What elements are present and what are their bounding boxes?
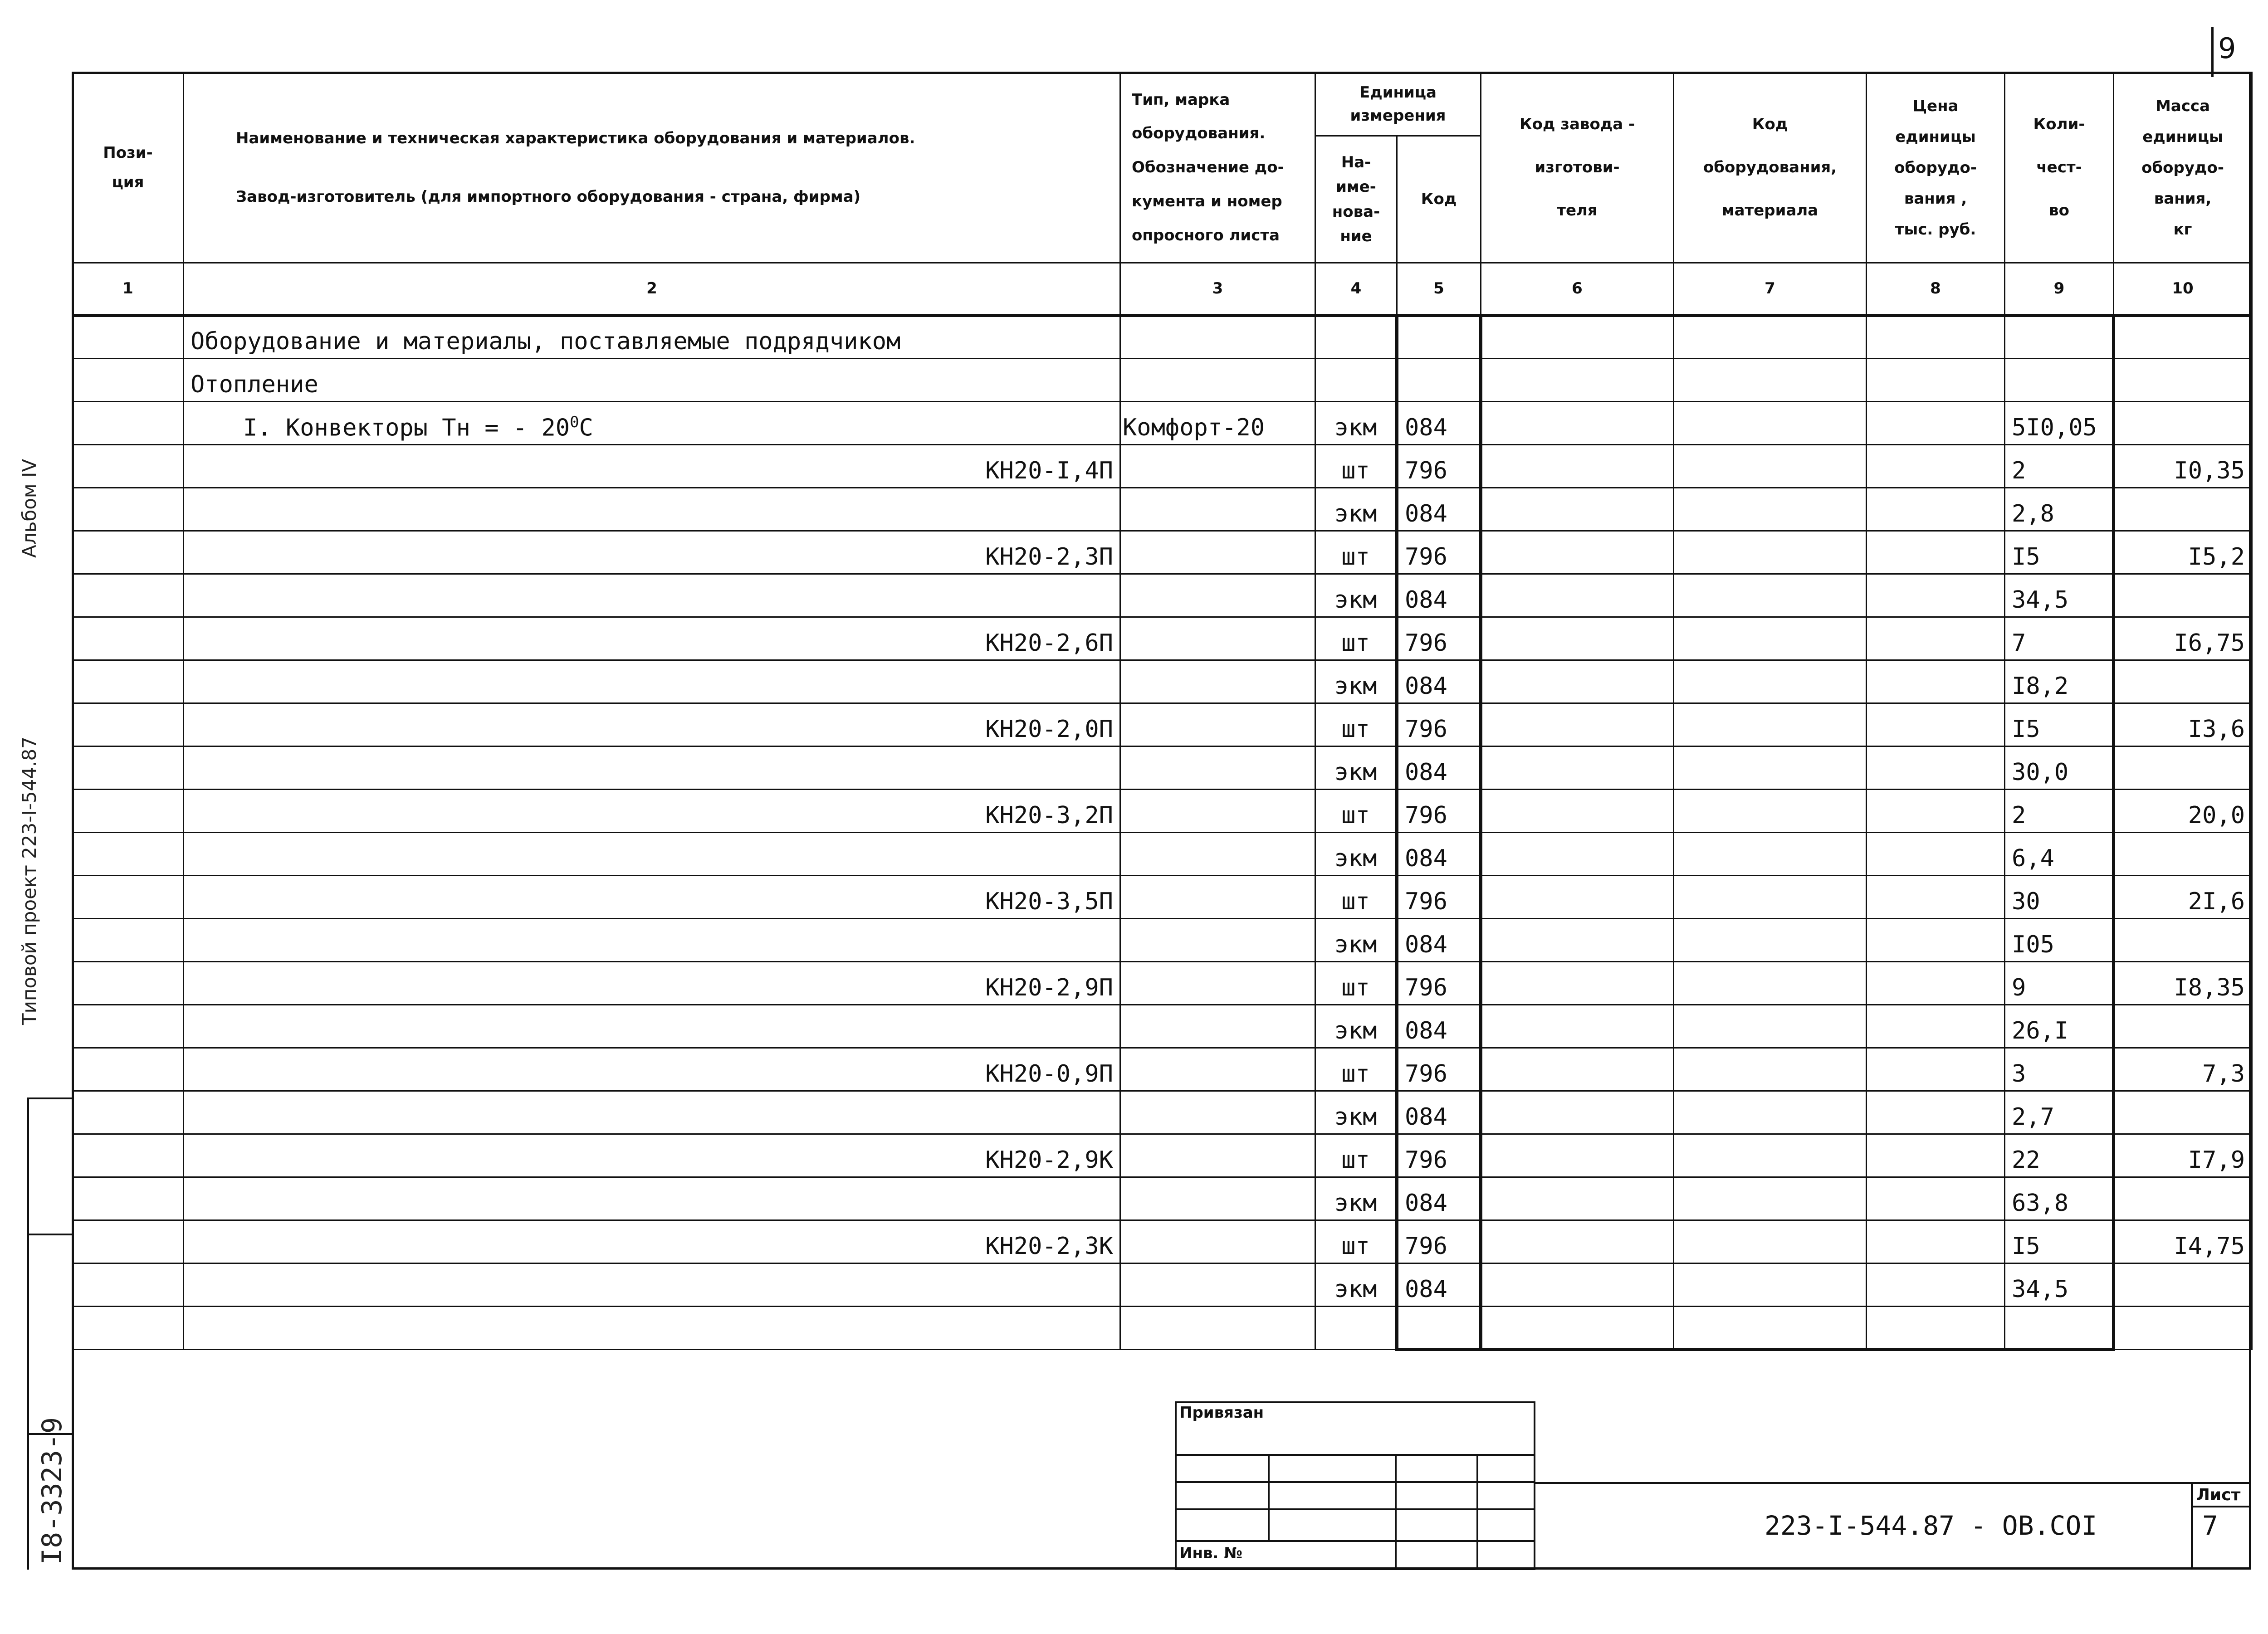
cell-quantity: 22 xyxy=(2005,1134,2114,1177)
cell-unit-code: 796 xyxy=(1397,1134,1481,1177)
table-row xyxy=(73,1048,2252,1091)
cell-equipment-code xyxy=(1674,531,1867,574)
item-quantity: 5I0,05 xyxy=(2005,402,2114,445)
cell-quantity: 63,8 xyxy=(2005,1177,2114,1220)
item-unit-code: 084 xyxy=(1397,402,1481,445)
cell-price xyxy=(1867,531,2005,574)
header-type: Тип, марка оборудования. Обозначение до- кумента и номер опросного листа xyxy=(1120,73,1315,263)
cell-unit: экм xyxy=(1315,1263,1397,1307)
table-row xyxy=(73,919,2252,962)
cell-position xyxy=(73,531,184,574)
cell-quantity: I5 xyxy=(2005,531,2114,574)
cell-position xyxy=(73,1263,184,1307)
cell-price xyxy=(1867,445,2005,488)
cell-position xyxy=(73,703,184,746)
cell-type xyxy=(1120,1263,1315,1307)
cell-unit-code: 084 xyxy=(1397,1091,1481,1134)
cell-unit: шт xyxy=(1315,1220,1397,1263)
cell-quantity: 34,5 xyxy=(2005,574,2114,617)
cell-quantity: I5 xyxy=(2005,1220,2114,1263)
cell-manufacturer-code xyxy=(1481,962,1674,1005)
cell-mass xyxy=(2114,1091,2252,1134)
cell-equipment-code xyxy=(1674,790,1867,833)
cell-unit-code: 084 xyxy=(1397,488,1481,531)
cell-name: КН20-2,3П xyxy=(184,531,1120,574)
cell-unit: экм xyxy=(1315,660,1397,703)
header-equipment-code: Код оборудования, материала xyxy=(1674,73,1867,263)
header-unit-code: Код xyxy=(1397,136,1481,263)
table-row xyxy=(73,746,2252,790)
cell-position xyxy=(73,1220,184,1263)
cell-mass: I0,35 xyxy=(2114,445,2252,488)
table-row xyxy=(73,488,2252,531)
cell-manufacturer-code xyxy=(1481,531,1674,574)
cell-type xyxy=(1120,617,1315,660)
cell-mass: 20,0 xyxy=(2114,790,2252,833)
header-position: Пози- ция xyxy=(73,73,184,263)
cell-unit: шт xyxy=(1315,531,1397,574)
cell-price xyxy=(1867,790,2005,833)
cell-manufacturer-code xyxy=(1481,876,1674,919)
item-type: Комфорт-20 xyxy=(1120,402,1315,445)
table-row xyxy=(73,1220,2252,1263)
cell-quantity: 34,5 xyxy=(2005,1263,2114,1307)
cell-unit: шт xyxy=(1315,617,1397,660)
table-row xyxy=(73,790,2252,833)
cell-quantity: 30 xyxy=(2005,876,2114,919)
cell-quantity: 30,0 xyxy=(2005,746,2114,790)
item-name: I. Конвекторы Тн = - $20^0С$ xyxy=(184,402,1120,445)
section-title: Оборудование и материалы, поставляемые подрядчиком xyxy=(184,316,1120,359)
column-number-row xyxy=(73,263,2252,316)
cell-type xyxy=(1120,1091,1315,1134)
cell-mass: I4,75 xyxy=(2114,1220,2252,1263)
cell-unit: шт xyxy=(1315,703,1397,746)
header-name: Наименование и техническая характеристика оборудования и материалов. Завод-изготовитель (для импортного оборудования - страна, фирма) xyxy=(184,73,1120,263)
cell-equipment-code xyxy=(1674,1005,1867,1048)
cell-type xyxy=(1120,1220,1315,1263)
cell-price xyxy=(1867,1263,2005,1307)
cell-price xyxy=(1867,1177,2005,1220)
header-manufacturer-code: Код завода - изготови- теля xyxy=(1481,73,1674,263)
titleblock-sheet-label: Лист xyxy=(2196,1486,2241,1504)
cell-unit-code: 796 xyxy=(1397,962,1481,1005)
header-price: Цена единицы оборудо- вания , тыс. руб. xyxy=(1867,73,2005,263)
cell-type xyxy=(1120,962,1315,1005)
subsection-row xyxy=(73,359,2252,402)
cell-price xyxy=(1867,876,2005,919)
cell-price xyxy=(1867,1005,2005,1048)
cell-price xyxy=(1867,703,2005,746)
cell-manufacturer-code xyxy=(1481,1177,1674,1220)
cell-equipment-code xyxy=(1674,703,1867,746)
table-row xyxy=(73,531,2252,574)
cell-unit-code: 084 xyxy=(1397,833,1481,876)
cell-name: КН20-I,4П xyxy=(184,445,1120,488)
table-row xyxy=(73,1263,2252,1307)
cell-name xyxy=(184,746,1120,790)
cell-type xyxy=(1120,1134,1315,1177)
colnum-5: 5 xyxy=(1397,263,1481,316)
cell-equipment-code xyxy=(1674,1177,1867,1220)
cell-name xyxy=(184,574,1120,617)
cell-type xyxy=(1120,703,1315,746)
cell-type xyxy=(1120,660,1315,703)
cell-price xyxy=(1867,1220,2005,1263)
cell-quantity: 2,7 xyxy=(2005,1091,2114,1134)
table-row xyxy=(73,574,2252,617)
cell-equipment-code xyxy=(1674,1263,1867,1307)
cell-quantity: 6,4 xyxy=(2005,833,2114,876)
header-unit-group: Единица измерения xyxy=(1315,73,1481,136)
cell-manufacturer-code xyxy=(1481,1134,1674,1177)
cell-name: КН20-2,9П xyxy=(184,962,1120,1005)
cell-type xyxy=(1120,574,1315,617)
titleblock-inv-label: Инв. № xyxy=(1179,1544,1243,1562)
cell-equipment-code xyxy=(1674,1134,1867,1177)
cell-name xyxy=(184,1263,1120,1307)
colnum-7: 7 xyxy=(1674,263,1867,316)
colnum-6: 6 xyxy=(1481,263,1674,316)
table-row xyxy=(73,876,2252,919)
cell-position xyxy=(73,660,184,703)
table-row xyxy=(73,1177,2252,1220)
cell-manufacturer-code xyxy=(1481,833,1674,876)
cell-equipment-code xyxy=(1674,574,1867,617)
cell-mass: 2I,6 xyxy=(2114,876,2252,919)
cell-unit: экм xyxy=(1315,746,1397,790)
cell-mass: I8,35 xyxy=(2114,962,2252,1005)
cell-equipment-code xyxy=(1674,746,1867,790)
cell-name xyxy=(184,488,1120,531)
header-unit-name: На- име- нова- ние xyxy=(1315,136,1397,263)
cell-quantity: 7 xyxy=(2005,617,2114,660)
header-mass: Масса единицы оборудо- вания, кг xyxy=(2114,73,2252,263)
cell-equipment-code xyxy=(1674,617,1867,660)
cell-type xyxy=(1120,445,1315,488)
cell-unit: экм xyxy=(1315,833,1397,876)
colnum-10: 10 xyxy=(2114,263,2252,316)
cell-position xyxy=(73,1177,184,1220)
cell-name xyxy=(184,919,1120,962)
cell-equipment-code xyxy=(1674,876,1867,919)
side-inventory-number: I8-3323-9 xyxy=(36,1417,68,1565)
cell-position xyxy=(73,574,184,617)
cell-type xyxy=(1120,833,1315,876)
colnum-9: 9 xyxy=(2005,263,2114,316)
titleblock-document-code: 223-I-544.87 - ОВ.СОI xyxy=(1765,1510,2097,1541)
colnum-1: 1 xyxy=(73,263,184,316)
cell-name xyxy=(184,1091,1120,1134)
cell-manufacturer-code xyxy=(1481,574,1674,617)
cell-unit: экм xyxy=(1315,1005,1397,1048)
cell-price xyxy=(1867,746,2005,790)
colnum-4: 4 xyxy=(1315,263,1397,316)
cell-type xyxy=(1120,1005,1315,1048)
cell-quantity: 3 xyxy=(2005,1048,2114,1091)
cell-unit: экм xyxy=(1315,574,1397,617)
cell-manufacturer-code xyxy=(1481,445,1674,488)
cell-mass xyxy=(2114,660,2252,703)
cell-name xyxy=(184,1177,1120,1220)
cell-name: КН20-2,3К xyxy=(184,1220,1120,1263)
table-row xyxy=(73,445,2252,488)
cell-position xyxy=(73,1091,184,1134)
cell-mass xyxy=(2114,1005,2252,1048)
cell-price xyxy=(1867,919,2005,962)
colnum-8: 8 xyxy=(1867,263,2005,316)
cell-equipment-code xyxy=(1674,660,1867,703)
cell-position xyxy=(73,617,184,660)
cell-equipment-code xyxy=(1674,1048,1867,1091)
cell-position xyxy=(73,445,184,488)
cell-unit-code: 796 xyxy=(1397,1048,1481,1091)
cell-unit: шт xyxy=(1315,1048,1397,1091)
cell-position xyxy=(73,746,184,790)
corner-page-number: 9 xyxy=(2218,32,2236,65)
cell-type xyxy=(1120,876,1315,919)
item-unit: экм xyxy=(1315,402,1397,445)
cell-unit-code: 796 xyxy=(1397,876,1481,919)
cell-position xyxy=(73,962,184,1005)
cell-unit: экм xyxy=(1315,488,1397,531)
cell-type xyxy=(1120,919,1315,962)
cell-name xyxy=(184,1005,1120,1048)
cell-price xyxy=(1867,1134,2005,1177)
cell-name: КН20-2,0П xyxy=(184,703,1120,746)
side-project-label: Типовой проект 223-I-544.87 xyxy=(18,737,40,1025)
side-album-label: Альбом IV xyxy=(18,458,40,558)
specification-body xyxy=(73,316,2252,1350)
cell-equipment-code xyxy=(1674,919,1867,962)
cell-mass xyxy=(2114,574,2252,617)
table-row xyxy=(73,703,2252,746)
cell-quantity: 2,8 xyxy=(2005,488,2114,531)
cell-name: КН20-0,9П xyxy=(184,1048,1120,1091)
cell-unit: шт xyxy=(1315,790,1397,833)
cell-name: КН20-3,2П xyxy=(184,790,1120,833)
cell-mass xyxy=(2114,1177,2252,1220)
cell-unit-code: 796 xyxy=(1397,790,1481,833)
cell-manufacturer-code xyxy=(1481,1091,1674,1134)
cell-type xyxy=(1120,746,1315,790)
cell-position xyxy=(73,833,184,876)
cell-unit-code: 796 xyxy=(1397,531,1481,574)
table-row xyxy=(73,617,2252,660)
cell-manufacturer-code xyxy=(1481,1220,1674,1263)
cell-quantity: I5 xyxy=(2005,703,2114,746)
table-row xyxy=(73,1091,2252,1134)
cell-mass: 7,3 xyxy=(2114,1048,2252,1091)
titleblock-privyazan-label: Привязан xyxy=(1179,1404,1264,1422)
cell-type xyxy=(1120,488,1315,531)
cell-unit-code: 796 xyxy=(1397,1220,1481,1263)
cell-name xyxy=(184,833,1120,876)
cell-quantity: 2 xyxy=(2005,445,2114,488)
cell-position xyxy=(73,1048,184,1091)
cell-mass: I7,9 xyxy=(2114,1134,2252,1177)
cell-position xyxy=(73,1134,184,1177)
cell-manufacturer-code xyxy=(1481,919,1674,962)
table-row xyxy=(73,1005,2252,1048)
cell-manufacturer-code xyxy=(1481,1048,1674,1091)
cell-unit-code: 796 xyxy=(1397,445,1481,488)
cell-type xyxy=(1120,531,1315,574)
table-row xyxy=(73,1134,2252,1177)
cell-mass: I3,6 xyxy=(2114,703,2252,746)
cell-price xyxy=(1867,617,2005,660)
colnum-2: 2 xyxy=(184,263,1120,316)
cell-price xyxy=(1867,488,2005,531)
colnum-3: 3 xyxy=(1120,263,1315,316)
cell-position xyxy=(73,876,184,919)
cell-quantity: I05 xyxy=(2005,919,2114,962)
header-quantity: Коли- чест- во xyxy=(2005,73,2114,263)
cell-unit-code: 084 xyxy=(1397,919,1481,962)
cell-unit-code: 796 xyxy=(1397,617,1481,660)
cell-quantity: 9 xyxy=(2005,962,2114,1005)
cell-name: КН20-2,9К xyxy=(184,1134,1120,1177)
cell-mass xyxy=(2114,746,2252,790)
cell-position xyxy=(73,919,184,962)
section-row xyxy=(73,316,2252,359)
cell-unit: шт xyxy=(1315,1134,1397,1177)
cell-equipment-code xyxy=(1674,1091,1867,1134)
cell-manufacturer-code xyxy=(1481,1263,1674,1307)
titleblock-sheet-number: 7 xyxy=(2202,1510,2218,1541)
cell-manufacturer-code xyxy=(1481,746,1674,790)
table-row xyxy=(73,833,2252,876)
cell-unit-code: 084 xyxy=(1397,660,1481,703)
cell-unit: экм xyxy=(1315,1177,1397,1220)
cell-name: КН20-2,6П xyxy=(184,617,1120,660)
cell-price xyxy=(1867,962,2005,1005)
table-row xyxy=(73,660,2252,703)
corner-mark xyxy=(2211,27,2214,77)
cell-unit-code: 084 xyxy=(1397,574,1481,617)
cell-manufacturer-code xyxy=(1481,703,1674,746)
cell-manufacturer-code xyxy=(1481,660,1674,703)
cell-type xyxy=(1120,790,1315,833)
cell-quantity: 2 xyxy=(2005,790,2114,833)
cell-unit: шт xyxy=(1315,962,1397,1005)
cell-mass xyxy=(2114,488,2252,531)
cell-mass xyxy=(2114,1263,2252,1307)
cell-unit: экм xyxy=(1315,919,1397,962)
cell-manufacturer-code xyxy=(1481,790,1674,833)
table-row xyxy=(73,962,2252,1005)
cell-position xyxy=(73,790,184,833)
cell-mass xyxy=(2114,833,2252,876)
cell-unit: шт xyxy=(1315,445,1397,488)
cell-type xyxy=(1120,1048,1315,1091)
subsection-title: Отопление xyxy=(184,359,1120,402)
cell-position xyxy=(73,1005,184,1048)
cell-equipment-code xyxy=(1674,1220,1867,1263)
cell-equipment-code xyxy=(1674,833,1867,876)
cell-unit-code: 796 xyxy=(1397,703,1481,746)
cell-price xyxy=(1867,1091,2005,1134)
cell-equipment-code xyxy=(1674,962,1867,1005)
cell-mass: I6,75 xyxy=(2114,617,2252,660)
cell-name xyxy=(184,660,1120,703)
table-row-empty xyxy=(73,1307,2252,1350)
cell-mass: I5,2 xyxy=(2114,531,2252,574)
cell-type xyxy=(1120,1177,1315,1220)
specification-table xyxy=(72,72,2253,1351)
cell-unit-code: 084 xyxy=(1397,1005,1481,1048)
cell-manufacturer-code xyxy=(1481,1005,1674,1048)
cell-price xyxy=(1867,660,2005,703)
cell-unit: экм xyxy=(1315,1091,1397,1134)
cell-unit-code: 084 xyxy=(1397,1177,1481,1220)
cell-manufacturer-code xyxy=(1481,617,1674,660)
header-row-top xyxy=(73,73,2252,136)
cell-price xyxy=(1867,574,2005,617)
cell-unit: шт xyxy=(1315,876,1397,919)
item-row xyxy=(73,402,2252,445)
cell-equipment-code xyxy=(1674,445,1867,488)
cell-equipment-code xyxy=(1674,488,1867,531)
cell-price xyxy=(1867,1048,2005,1091)
cell-price xyxy=(1867,833,2005,876)
cell-unit-code: 084 xyxy=(1397,746,1481,790)
cell-mass xyxy=(2114,919,2252,962)
cell-quantity: I8,2 xyxy=(2005,660,2114,703)
cell-name: КН20-3,5П xyxy=(184,876,1120,919)
cell-unit-code: 084 xyxy=(1397,1263,1481,1307)
cell-position xyxy=(73,488,184,531)
cell-quantity: 26,I xyxy=(2005,1005,2114,1048)
cell-manufacturer-code xyxy=(1481,488,1674,531)
